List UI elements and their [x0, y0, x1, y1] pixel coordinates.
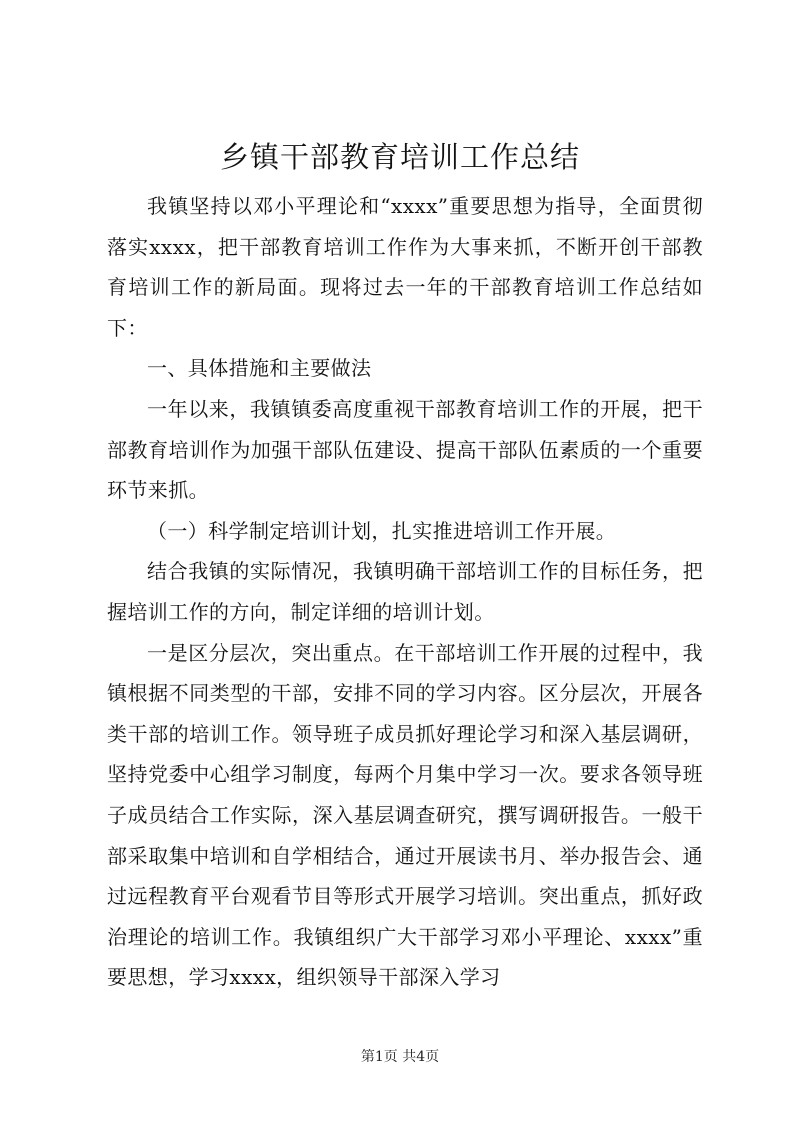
subsection-heading-1: （一）科学制定培训计划，扎实推进培训工作开展。	[147, 518, 617, 543]
document-title: 乡镇干部教育培训工作总结	[219, 140, 580, 174]
paragraph-intro: 我镇坚持以邓小平理论和“xxxx”重要思想为指导，全面贯彻落实xxxx，把干部教育培训工作作为大事来抓，不断开创干部教育培训工作的新局面。现将过去一年的干部教育培训工作总结如下：	[107, 194, 703, 340]
paragraph-point-1: 一是区分层次，突出重点。在干部培训工作开展的过程中，我镇根据不同类型的干部，安排不同的学习内容。区分层次，开展各类干部的培训工作。领导班子成员抓好理论学习和深入基层调研，坚持党委中心组学习制度，每两个月集中学习一次。要求各领导班子成员结合工作实际，深入基层调查研究，撰写调研报告。一般干部采取集中培训和自学相结合，通过开展读书月、举办报告会、通过远程教育平台观看节目等形式开展学习培训。突出重点，抓好政治理论的培训工作。我镇组织广大干部学习邓小平理论、xxxx”重要思想，学习xxxx，组织领导干部深入学习	[107, 640, 703, 990]
paragraph-section-1: 一年以来，我镇镇委高度重视干部教育培训工作的开展，把干部教育培训作为加强干部队伍建设、提高干部队伍素质的一个重要环节来抓。	[107, 396, 703, 503]
page-footer: 第1页 共4页	[360, 1049, 440, 1065]
section-heading-1: 一、具体措施和主要做法	[147, 356, 372, 381]
document-body	[107, 186, 703, 998]
paragraph-subsection-1: 结合我镇的实际情况，我镇明确干部培训工作的目标任务，把握培训工作的方向，制定详细的培训计划。	[107, 559, 703, 624]
